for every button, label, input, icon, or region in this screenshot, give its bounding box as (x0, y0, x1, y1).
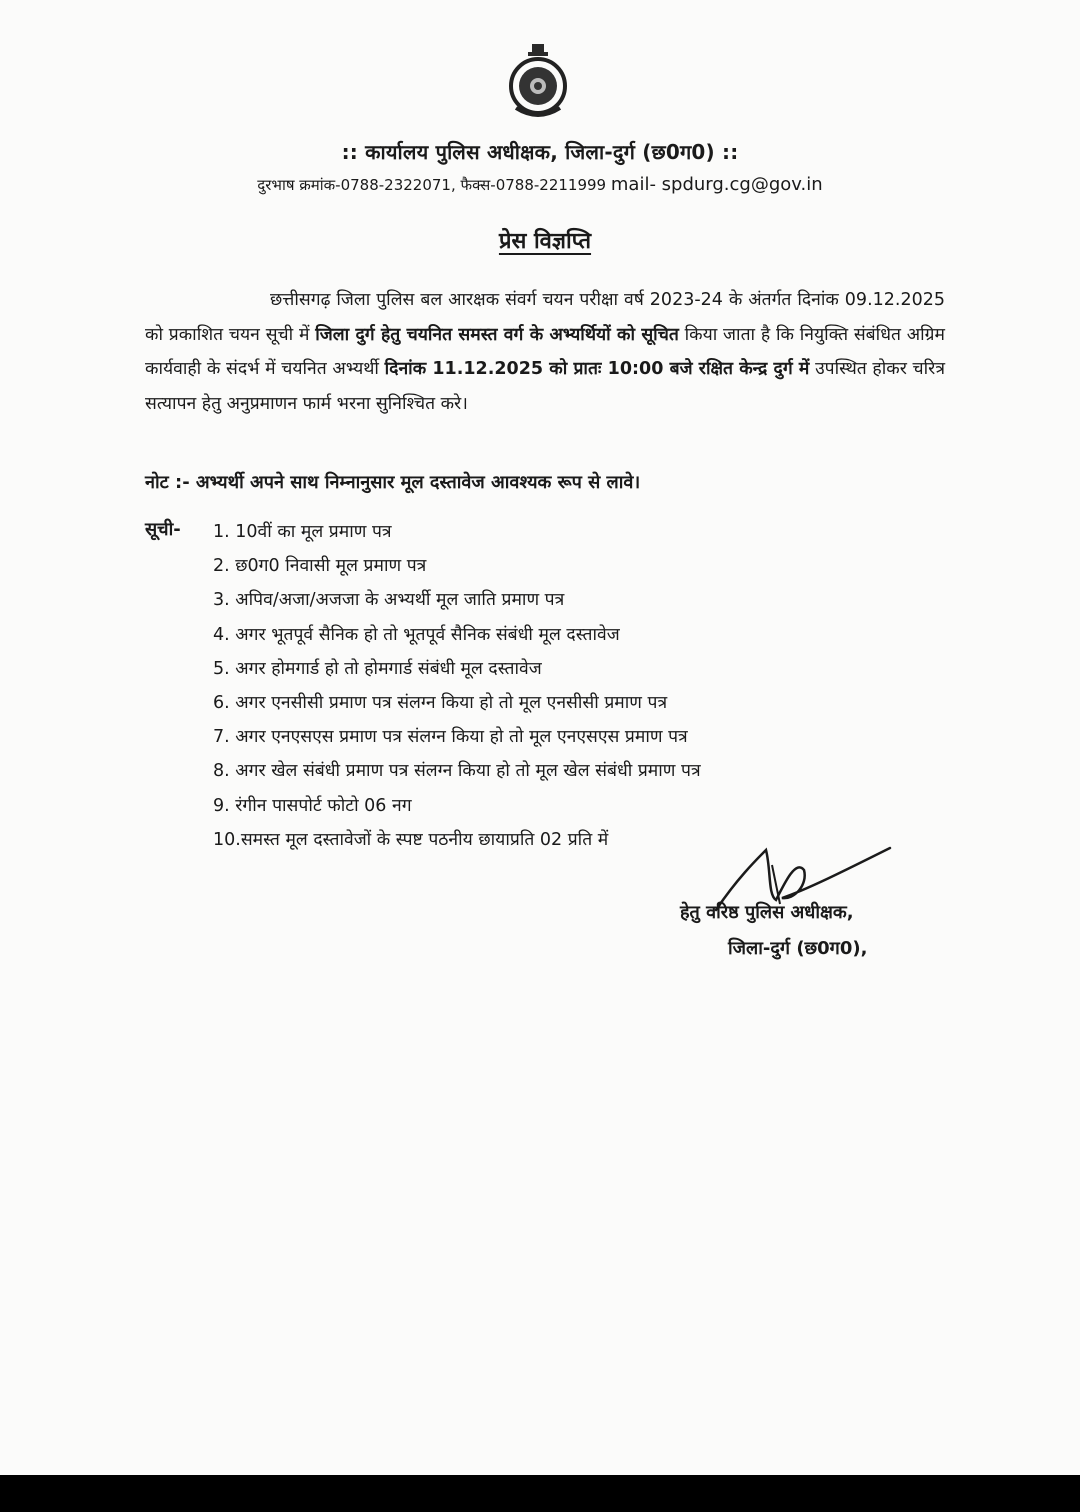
list-item: 2. छ0ग0 निवासी मूल प्रमाण पत्र (213, 556, 427, 577)
para-bold-2: दिनांक 11.12.2025 को प्रातः 10:00 बजे रक्षित केन्द्र दुर्ग में (384, 359, 810, 379)
document-list (213, 517, 701, 859)
list-item: 5. अगर होमगार्ड हो तो होमगार्ड संबंधी मूल दस्तावेज (213, 658, 542, 679)
signature-block (680, 900, 920, 960)
list-item: 1. 10वीं का मूल प्रमाण पत्र (213, 522, 392, 542)
note-line: नोट :- अभ्यर्थी अपने साथ निम्नानुसार मूल दस्तावेज आवश्यक रूप से लावे। (145, 472, 641, 493)
list-item: 3. अपिव/अजा/अजजा के अभ्यर्थी मूल जाति प्रमाण पत्र (213, 590, 565, 611)
police-emblem-icon (506, 42, 570, 122)
press-release-title (0, 225, 1080, 255)
para-bold-1: जिला दुर्ग हेतु चयनित समस्त वर्ग के अभ्यर्थियों को सूचित (315, 324, 679, 345)
contact-email: mail- spdurg.cg@gov.in (610, 174, 823, 195)
list-label: सूची- (145, 519, 181, 540)
list-item: 10.समस्त मूल दस्तावेजों के स्पष्ट पठनीय छायाप्रति 02 प्रति में (213, 829, 609, 850)
para-text-1: छत्तीसगढ़ जिला पुलिस बल आरक्षक संवर्ग चयन परीक्षा वर्ष 2023-24 के अंतर्गत दिनांक 09.12.2025 को प्रकाशित चयन सूची में (145, 290, 945, 345)
signatory-title: हेतु वरिष्ठ पुलिस अधीक्षक, (680, 902, 854, 923)
signatory-district: जिला-दुर्ग (छ0ग0), (728, 938, 868, 959)
body-paragraph (145, 283, 945, 421)
bottom-bar (0, 1475, 1080, 1512)
list-item: 9. रंगीन पासपोर्ट फोटो 06 नग (213, 795, 412, 816)
list-item: 8. अगर खेल संबंधी प्रमाण पत्र संलग्न किया हो तो मूल खेल संबंधी प्रमाण पत्र (213, 761, 701, 782)
press-release-title-text: प्रेस विज्ञप्ति (498, 229, 592, 254)
contact-line (0, 174, 1080, 195)
office-title: :: कार्यालय पुलिस अधीक्षक, जिला-दुर्ग (छ0ग0) :: (341, 140, 739, 164)
list-item: 4. अगर भूतपूर्व सैनिक हो तो भूतपूर्व सैनिक संबंधी मूल दस्तावेज (213, 624, 620, 645)
list-item: 6. अगर एनसीसी प्रमाण पत्र संलग्न किया हो तो मूल एनसीसी प्रमाण पत्र (213, 692, 668, 713)
para-text-2: किया जाता है कि नियुक्ति संबंधित अग्रिम कार्यवाही के संदर्भ में चयनित अभ्यर्थी (145, 324, 945, 379)
contact-phone-fax: दुरभाष क्रमांक-0788-2322071, फैक्स-0788-2211999 (257, 176, 607, 194)
list-item: 7. अगर एनएसएस प्रमाण पत्र संलग्न किया हो तो मूल एनएसएस प्रमाण पत्र (213, 727, 688, 748)
para-text-3: उपस्थित होकर चरित्र सत्यापन हेतु अनुप्रमाणन फार्म भरना सुनिश्चित करे। (145, 359, 945, 414)
